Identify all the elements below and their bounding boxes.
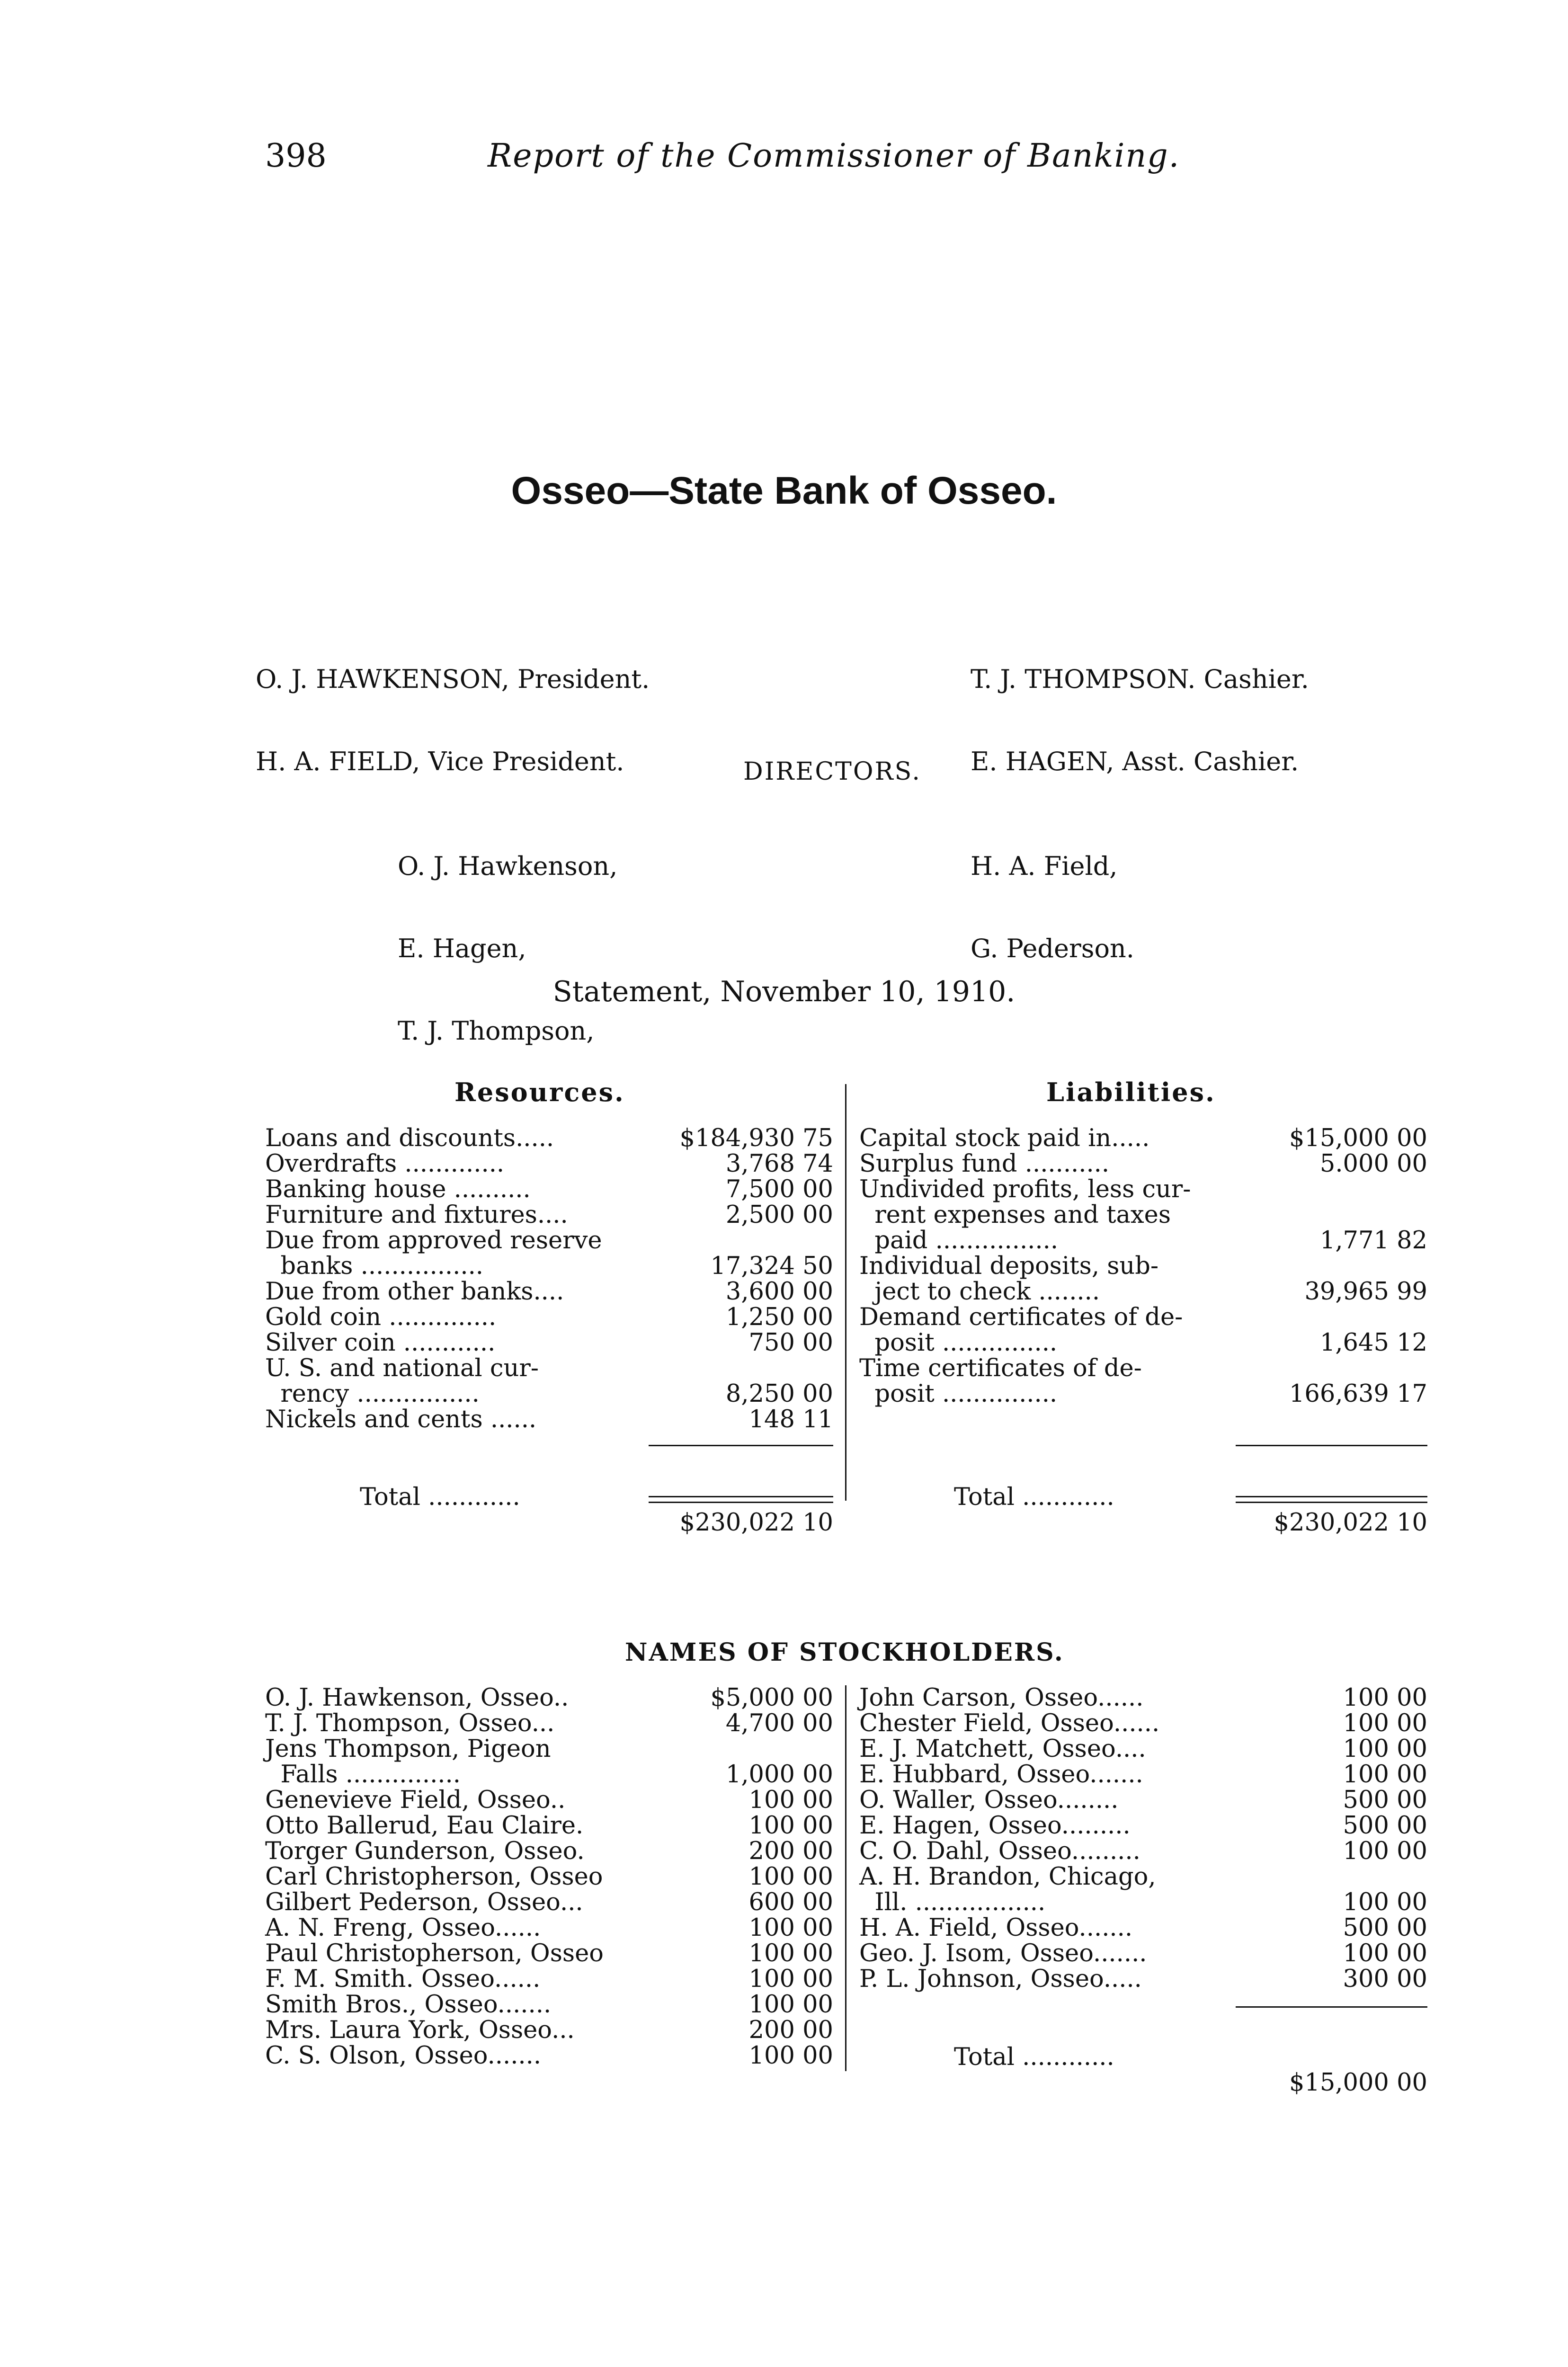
resource-row bbox=[265, 1305, 833, 1330]
stockholder-row-label: Smith Bros., Osseo....... bbox=[265, 1991, 552, 2019]
total-amount: $15,000 00 bbox=[1289, 2069, 1427, 2097]
stockholder-row-label: O. Waller, Osseo........ bbox=[859, 1786, 1119, 1814]
liability-row-amount: 5.000 00 bbox=[1319, 1150, 1427, 1178]
stockholder-row bbox=[265, 1736, 833, 1762]
stockholders-total-row bbox=[859, 2019, 1427, 2097]
resource-row bbox=[265, 1279, 833, 1305]
resource-row-label: Due from approved reserve bbox=[265, 1227, 602, 1255]
stockholder-row-label: O. J. Hawkenson, Osseo.. bbox=[265, 1684, 569, 1712]
stockholder-row bbox=[265, 2018, 833, 2043]
stockholder-row-label: Otto Ballerud, Eau Claire. bbox=[265, 1812, 584, 1840]
resource-row-amount: $184,930 75 bbox=[679, 1124, 833, 1152]
stockholder-row bbox=[859, 1762, 1427, 1788]
directors-left bbox=[398, 798, 617, 1072]
liability-row-label: ject to check ........ bbox=[859, 1278, 1100, 1306]
stockholder-row-label: Carl Christopherson, Osseo bbox=[265, 1863, 603, 1891]
stockholder-row-amount: 100 00 bbox=[748, 1991, 833, 2019]
stockholder-row-label: Falls ............... bbox=[265, 1761, 461, 1789]
stockholder-row bbox=[265, 1967, 833, 1992]
stockholder-row-amount: 100 00 bbox=[1343, 1684, 1427, 1712]
stockholder-row-amount: 100 00 bbox=[748, 1965, 833, 1993]
total-label: Total ............ bbox=[954, 2043, 1114, 2071]
stockholder-row-label: Genevieve Field, Osseo.. bbox=[265, 1786, 566, 1814]
liability-row-label: posit ............... bbox=[859, 1329, 1058, 1357]
stockholder-row bbox=[859, 1864, 1427, 1890]
stockholder-row-amount: $5,000 00 bbox=[710, 1684, 833, 1712]
stockholder-row-amount: 300 00 bbox=[1343, 1965, 1427, 1993]
total-label: Total ............ bbox=[954, 1483, 1114, 1511]
double-rule bbox=[649, 1496, 833, 1497]
stockholder-row-amount: 500 00 bbox=[1343, 1786, 1427, 1814]
resource-row-label: Nickels and cents ...... bbox=[265, 1406, 537, 1433]
resource-row-amount: 1,250 00 bbox=[725, 1303, 833, 1331]
stockholder-row bbox=[859, 1967, 1427, 1992]
stockholder-row-amount: 4,700 00 bbox=[725, 1709, 833, 1737]
double-rule bbox=[1236, 1502, 1427, 1503]
resource-row-amount: 3,600 00 bbox=[725, 1278, 833, 1306]
stockholder-row bbox=[265, 1813, 833, 1839]
liability-row-label: rent expenses and taxes bbox=[859, 1201, 1171, 1229]
stockholder-row-amount: 100 00 bbox=[748, 1940, 833, 1967]
stockholder-row-label: P. L. Johnson, Osseo..... bbox=[859, 1965, 1142, 1993]
liability-row bbox=[859, 1202, 1427, 1228]
stockholder-row-label: Chester Field, Osseo...... bbox=[859, 1709, 1160, 1737]
resource-row bbox=[265, 1177, 833, 1202]
liability-row bbox=[859, 1228, 1427, 1254]
resource-row bbox=[265, 1407, 833, 1433]
director-line: E. Hagen, bbox=[398, 934, 526, 963]
stockholder-row-label: Jens Thompson, Pigeon bbox=[265, 1735, 551, 1763]
stockholder-row-amount: 1,000 00 bbox=[725, 1761, 833, 1789]
resource-row-amount: 3,768 74 bbox=[725, 1150, 833, 1178]
resource-row bbox=[265, 1151, 833, 1177]
stockholder-row-amount: 100 00 bbox=[748, 1863, 833, 1891]
stockholder-row bbox=[859, 1839, 1427, 1864]
stockholder-row-label: C. O. Dahl, Osseo......... bbox=[859, 1837, 1140, 1865]
stockholder-row bbox=[859, 1736, 1427, 1762]
resource-row-label: banks ................ bbox=[265, 1252, 483, 1280]
double-rule bbox=[649, 1502, 833, 1503]
officer-line: O. J. HAWKENSON, President. bbox=[256, 664, 650, 694]
stockholder-row bbox=[265, 1685, 833, 1711]
stockholder-row bbox=[265, 1864, 833, 1890]
stockholders-right bbox=[859, 1685, 1427, 1992]
stockholder-row-amount: 100 00 bbox=[1343, 1837, 1427, 1865]
officers-left bbox=[256, 611, 650, 803]
resources-table bbox=[265, 1126, 833, 1433]
officers-right bbox=[971, 611, 1309, 803]
stockholder-row-amount: 100 00 bbox=[748, 2042, 833, 2070]
liabilities-heading: Liabilities. bbox=[1046, 1077, 1216, 1107]
stockholder-row-label: C. S. Olson, Osseo....... bbox=[265, 2042, 542, 2070]
resources-total-row bbox=[265, 1459, 833, 1537]
stockholder-row-label: A. H. Brandon, Chicago, bbox=[859, 1863, 1156, 1891]
resource-row-amount: 17,324 50 bbox=[710, 1252, 833, 1280]
resource-row bbox=[265, 1381, 833, 1407]
resource-row-label: Overdrafts ............. bbox=[265, 1150, 505, 1178]
stockholder-row bbox=[859, 1941, 1427, 1967]
stockholder-row-label: Geo. J. Isom, Osseo....... bbox=[859, 1940, 1147, 1967]
stockholder-row bbox=[265, 1839, 833, 1864]
resource-row bbox=[265, 1254, 833, 1279]
resource-row-label: Due from other banks.... bbox=[265, 1278, 564, 1306]
resources-heading: Resources. bbox=[454, 1077, 625, 1107]
resource-row-label: Silver coin ............ bbox=[265, 1329, 496, 1357]
liabilities-sum-rule bbox=[1236, 1445, 1427, 1446]
stockholder-row bbox=[859, 1685, 1427, 1711]
stockholders-heading: NAMES OF STOCKHOLDERS. bbox=[625, 1638, 1064, 1667]
liabilities-total-row bbox=[859, 1459, 1427, 1537]
stockholder-row bbox=[265, 1915, 833, 1941]
directors-right bbox=[971, 798, 1134, 990]
resource-row bbox=[265, 1228, 833, 1254]
stockholder-row bbox=[265, 1788, 833, 1813]
stockholder-row bbox=[265, 1890, 833, 1915]
stockholder-row-label: E. J. Matchett, Osseo.... bbox=[859, 1735, 1146, 1763]
liability-row-amount: 39,965 99 bbox=[1304, 1278, 1427, 1306]
stockholder-row-amount: 100 00 bbox=[1343, 1735, 1427, 1763]
resource-row-amount: 750 00 bbox=[748, 1329, 833, 1357]
stockholder-row bbox=[265, 2043, 833, 2069]
liability-row bbox=[859, 1305, 1427, 1330]
officer-line: H. A. FIELD, Vice President. bbox=[256, 747, 624, 776]
resources-sum-rule bbox=[649, 1445, 833, 1446]
stockholder-row-label: Paul Christopherson, Osseo bbox=[265, 1940, 604, 1967]
stockholder-row-label: A. N. Freng, Osseo...... bbox=[265, 1914, 541, 1942]
resource-row-amount: 148 11 bbox=[748, 1406, 833, 1433]
stockholder-row-label: H. A. Field, Osseo....... bbox=[859, 1914, 1133, 1942]
stockholder-row bbox=[265, 1941, 833, 1967]
liability-row bbox=[859, 1151, 1427, 1177]
double-rule bbox=[1236, 1496, 1427, 1497]
liability-row bbox=[859, 1279, 1427, 1305]
stockholder-row-amount: 100 00 bbox=[748, 1812, 833, 1840]
liability-row bbox=[859, 1356, 1427, 1381]
director-line: H. A. Field, bbox=[971, 851, 1118, 881]
total-label: Total ............ bbox=[360, 1483, 520, 1511]
stockholder-row-label: Gilbert Pederson, Osseo... bbox=[265, 1888, 583, 1916]
liability-row-amount: 1,771 82 bbox=[1319, 1227, 1427, 1255]
stockholder-row bbox=[265, 1762, 833, 1788]
resource-row bbox=[265, 1356, 833, 1381]
director-line: O. J. Hawkenson, bbox=[398, 851, 618, 881]
column-divider bbox=[845, 1084, 846, 1501]
liability-row-amount: $15,000 00 bbox=[1289, 1124, 1427, 1152]
stockholder-row-label: T. J. Thompson, Osseo... bbox=[265, 1709, 555, 1737]
stockholder-row-amount: 100 00 bbox=[748, 1914, 833, 1942]
stockholder-row bbox=[859, 1711, 1427, 1736]
liability-row-label: paid ................ bbox=[859, 1227, 1059, 1255]
liability-row bbox=[859, 1381, 1427, 1407]
stockholder-row-amount: 100 00 bbox=[1343, 1709, 1427, 1737]
stockholder-row-amount: 100 00 bbox=[748, 1786, 833, 1814]
stockholder-row-amount: 600 00 bbox=[748, 1888, 833, 1916]
total-amount: $230,022 10 bbox=[679, 1509, 833, 1537]
stockholder-row bbox=[859, 1890, 1427, 1915]
stockholder-row-label: F. M. Smith. Osseo...... bbox=[265, 1965, 541, 1993]
liability-row-label: Time certificates of de- bbox=[859, 1354, 1142, 1382]
resource-row-amount: 7,500 00 bbox=[725, 1175, 833, 1203]
resource-row bbox=[265, 1330, 833, 1356]
liability-row bbox=[859, 1126, 1427, 1151]
stockholder-row bbox=[265, 1711, 833, 1736]
liability-row-label: Undivided profits, less cur- bbox=[859, 1175, 1191, 1203]
stockholder-row bbox=[859, 1915, 1427, 1941]
liability-row bbox=[859, 1330, 1427, 1356]
stockholder-row-amount: 200 00 bbox=[748, 1837, 833, 1865]
stockholder-row-label: John Carson, Osseo...... bbox=[859, 1684, 1144, 1712]
resource-row-label: Banking house .......... bbox=[265, 1175, 531, 1203]
resource-row-amount: 2,500 00 bbox=[725, 1201, 833, 1229]
resource-row bbox=[265, 1126, 833, 1151]
director-line: G. Pederson. bbox=[971, 934, 1134, 963]
stockholder-row-amount: 100 00 bbox=[1343, 1761, 1427, 1789]
liability-row-label: Capital stock paid in..... bbox=[859, 1124, 1150, 1152]
stockholder-row-label: E. Hubbard, Osseo....... bbox=[859, 1761, 1143, 1789]
stockholder-row-amount: 200 00 bbox=[748, 2016, 833, 2044]
resource-row-label: U. S. and national cur- bbox=[265, 1354, 539, 1382]
stockholder-row-label: Torger Gunderson, Osseo. bbox=[265, 1837, 585, 1865]
stockholder-row-amount: 100 00 bbox=[1343, 1888, 1427, 1916]
resource-row-label: rency ................ bbox=[265, 1380, 480, 1408]
page-number: 398 bbox=[265, 137, 327, 175]
stockholders-left bbox=[265, 1685, 833, 2069]
stockholder-row-amount: 100 00 bbox=[1343, 1940, 1427, 1967]
liability-row-amount: 166,639 17 bbox=[1289, 1380, 1427, 1408]
statement-date: Statement, November 10, 1910. bbox=[552, 975, 1016, 1008]
liability-row-amount: 1,645 12 bbox=[1319, 1329, 1427, 1357]
liability-row-label: Surplus fund ........... bbox=[859, 1150, 1110, 1178]
stockholder-row-label: Ill. ................. bbox=[859, 1888, 1046, 1916]
stockholder-row-label: Mrs. Laura York, Osseo... bbox=[265, 2016, 575, 2044]
stockholder-row-amount: 500 00 bbox=[1343, 1914, 1427, 1942]
stockholder-row-amount: 500 00 bbox=[1343, 1812, 1427, 1840]
total-amount: $230,022 10 bbox=[1274, 1509, 1427, 1537]
resource-row bbox=[265, 1202, 833, 1228]
directors-heading: DIRECTORS. bbox=[743, 757, 921, 786]
stockholders-sum-rule bbox=[1236, 2006, 1427, 2008]
liability-row-label: Demand certificates of de- bbox=[859, 1303, 1183, 1331]
running-title: Report of the Commissioner of Banking. bbox=[488, 137, 1180, 175]
director-line: T. J. Thompson, bbox=[398, 1016, 595, 1046]
resource-row-label: Loans and discounts..... bbox=[265, 1124, 554, 1152]
column-divider bbox=[845, 1685, 846, 2071]
resource-row-label: Gold coin .............. bbox=[265, 1303, 497, 1331]
resource-row-amount: 8,250 00 bbox=[725, 1380, 833, 1408]
liabilities-table bbox=[859, 1126, 1427, 1407]
liability-row bbox=[859, 1254, 1427, 1279]
liability-row-label: Individual deposits, sub- bbox=[859, 1252, 1159, 1280]
stockholder-row bbox=[265, 1992, 833, 2018]
liability-row bbox=[859, 1177, 1427, 1202]
liability-row-label: posit ............... bbox=[859, 1380, 1058, 1408]
bank-title: Osseo—State Bank of Osseo. bbox=[511, 469, 1057, 512]
officer-line: T. J. THOMPSON. Cashier. bbox=[971, 664, 1309, 694]
officer-line: E. HAGEN, Asst. Cashier. bbox=[971, 747, 1299, 776]
stockholder-row bbox=[859, 1788, 1427, 1813]
stockholder-row bbox=[859, 1813, 1427, 1839]
resource-row-label: Furniture and fixtures.... bbox=[265, 1201, 568, 1229]
stockholder-row-label: E. Hagen, Osseo......... bbox=[859, 1812, 1131, 1840]
